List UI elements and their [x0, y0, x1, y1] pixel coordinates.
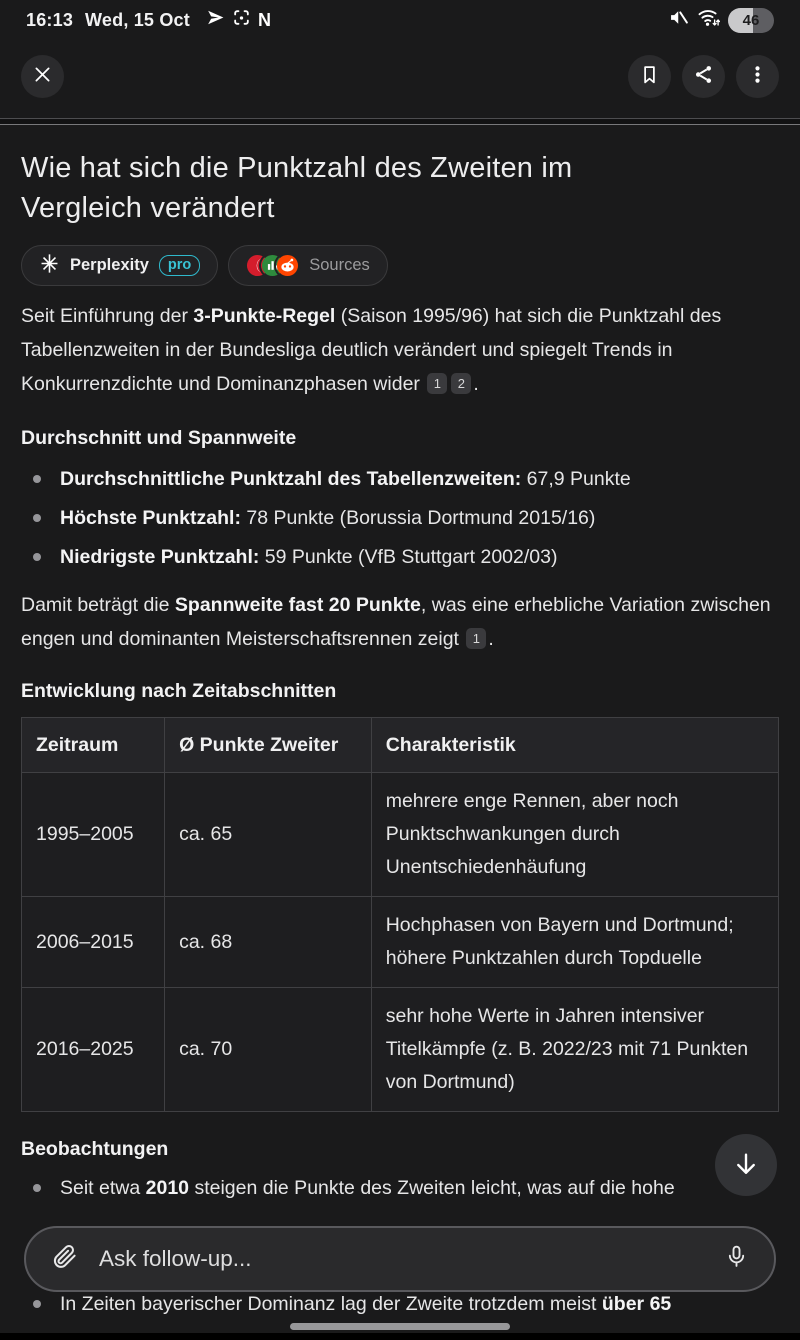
bookmark-icon [639, 64, 660, 88]
intro-bold: 3-Punkte-Regel [193, 305, 336, 327]
sound-muted-icon [668, 7, 689, 33]
cell-period: 2016–2025 [22, 988, 165, 1112]
close-icon [32, 64, 53, 88]
bottom-edge [0, 1333, 800, 1340]
range-text: Damit beträgt die [21, 594, 175, 616]
section-heading-average: Durchschnitt und Spannweite [21, 427, 297, 449]
cell-period: 1995–2005 [22, 773, 165, 897]
obs-bold: 2010 [145, 1177, 190, 1199]
intro-text: Seit Einführung der [21, 305, 194, 327]
bullet-dot-icon [33, 553, 41, 561]
obs-text: steigen die Punkte des Zweiten leicht, was auf die hohe [189, 1177, 675, 1199]
attach-icon[interactable] [51, 1243, 78, 1275]
close-button[interactable] [21, 55, 64, 98]
bookmark-button[interactable] [628, 55, 671, 98]
bullet-dot-icon [33, 514, 41, 522]
send-notification-icon [206, 8, 225, 32]
perplexity-label: Perplexity [70, 256, 149, 274]
range-bold: Spannweite fast 20 Punkte [174, 594, 421, 616]
list-item [33, 462, 779, 496]
range-text: . [488, 628, 494, 650]
intro-text: (Saison 1995/96) hat sich die Punktzahl des Tabellenzweiten in der Bundesliga deutlich verändert und spiegelt Trends in Konkurrenzdichte und Dominanzphasen wider [21, 305, 722, 395]
badges-row [21, 245, 779, 286]
section-heading-observations: Beobachtungen [21, 1138, 169, 1160]
section-heading-timeline: Entwicklung nach Zeitabschnitten [21, 680, 337, 702]
arrow-down-icon [731, 1149, 761, 1182]
column-header: Charakteristik [371, 718, 778, 773]
bullet-text: 78 Punkte (Borussia Dortmund 2015/16) [240, 507, 596, 529]
bullet-label: Durchschnittliche Punktzahl des Tabellenzweiten: [60, 468, 522, 490]
bullet-dot-icon [33, 1300, 41, 1308]
bullet-label: Niedrigste Punktzahl: [60, 546, 260, 568]
followup-input[interactable] [99, 1246, 703, 1272]
cell-period: 2006–2015 [22, 897, 165, 988]
clock: 16:13 [26, 9, 74, 30]
nfc-icon: N [257, 9, 271, 30]
perplexity-logo-icon [39, 253, 60, 279]
obs-text: Seit etwa [60, 1177, 146, 1199]
mic-icon[interactable] [724, 1244, 749, 1274]
column-header: Ø Punkte Zweiter [165, 718, 372, 773]
gesture-handle[interactable] [290, 1323, 510, 1330]
bullet-dot-icon [33, 1184, 41, 1192]
perplexity-pro-badge[interactable] [21, 245, 218, 286]
screen-capture-icon [232, 8, 251, 32]
table-row [22, 897, 779, 988]
source-favicons [246, 254, 299, 277]
status-bar [0, 0, 800, 34]
table-row [22, 988, 779, 1112]
cell-points: ca. 65 [165, 773, 372, 897]
list-item [33, 501, 779, 535]
table-header-row [22, 718, 779, 773]
cell-points: ca. 70 [165, 988, 372, 1112]
battery-indicator [728, 8, 774, 33]
intro-text: . [473, 373, 479, 395]
share-icon [693, 64, 714, 88]
source-favicon-reddit-icon [276, 254, 299, 277]
sources-label: Sources [309, 256, 370, 274]
page-title: Wie hat sich die Punktzahl des Zweiten im Vergleich verändert [21, 152, 573, 224]
status-date: Wed, 15 Oct [85, 9, 190, 30]
periods-table [21, 717, 779, 1112]
sources-badge[interactable] [228, 245, 388, 286]
scroll-to-bottom-button[interactable] [715, 1134, 777, 1196]
wifi-icon [697, 6, 720, 34]
citation-chip[interactable]: 1 [427, 373, 447, 394]
toolbar [0, 34, 800, 118]
sheet-divider [0, 118, 800, 125]
obs-bold: über 65 [601, 1293, 672, 1315]
table-row [22, 773, 779, 897]
intro-paragraph [21, 299, 779, 401]
range-paragraph [21, 588, 779, 656]
followup-bar [24, 1226, 776, 1292]
bullet-dot-icon [33, 475, 41, 483]
overflow-menu-button[interactable] [736, 55, 779, 98]
pro-plan-chip: pro [159, 255, 200, 276]
share-button[interactable] [682, 55, 725, 98]
range-text: , was eine erhebliche Variation zwischen engen und dominanten Meisterschaftsrennen zeigt [21, 594, 771, 650]
cell-description: mehrere enge Rennen, aber noch Punktschwankungen durch Unentschiedenhäufung [371, 773, 778, 897]
average-bullet-list [21, 462, 779, 574]
column-header: Zeitraum [22, 718, 165, 773]
list-item [33, 1287, 779, 1321]
list-item [33, 1171, 779, 1205]
cell-description: sehr hohe Werte in Jahren intensiver Titelkämpfe (z. B. 2022/23 mit 71 Punkten von Dortmund) [371, 988, 778, 1112]
bullet-text: 67,9 Punkte [521, 468, 631, 490]
battery-percent: 46 [742, 11, 760, 29]
overflow-menu-icon [747, 64, 768, 88]
obs-text: In Zeiten bayerischer Dominanz lag der Zweite trotzdem meist [60, 1293, 602, 1315]
citation-chip[interactable]: 2 [451, 373, 471, 394]
bullet-text: 59 Punkte (VfB Stuttgart 2002/03) [259, 546, 558, 568]
citation-chip[interactable]: 1 [466, 628, 486, 649]
list-item [33, 540, 779, 574]
answer-content [0, 148, 800, 1321]
cell-description: Hochphasen von Bayern und Dortmund; höhere Punktzahlen durch Topduelle [371, 897, 778, 988]
bullet-label: Höchste Punktzahl: [60, 507, 241, 529]
cell-points: ca. 68 [165, 897, 372, 988]
